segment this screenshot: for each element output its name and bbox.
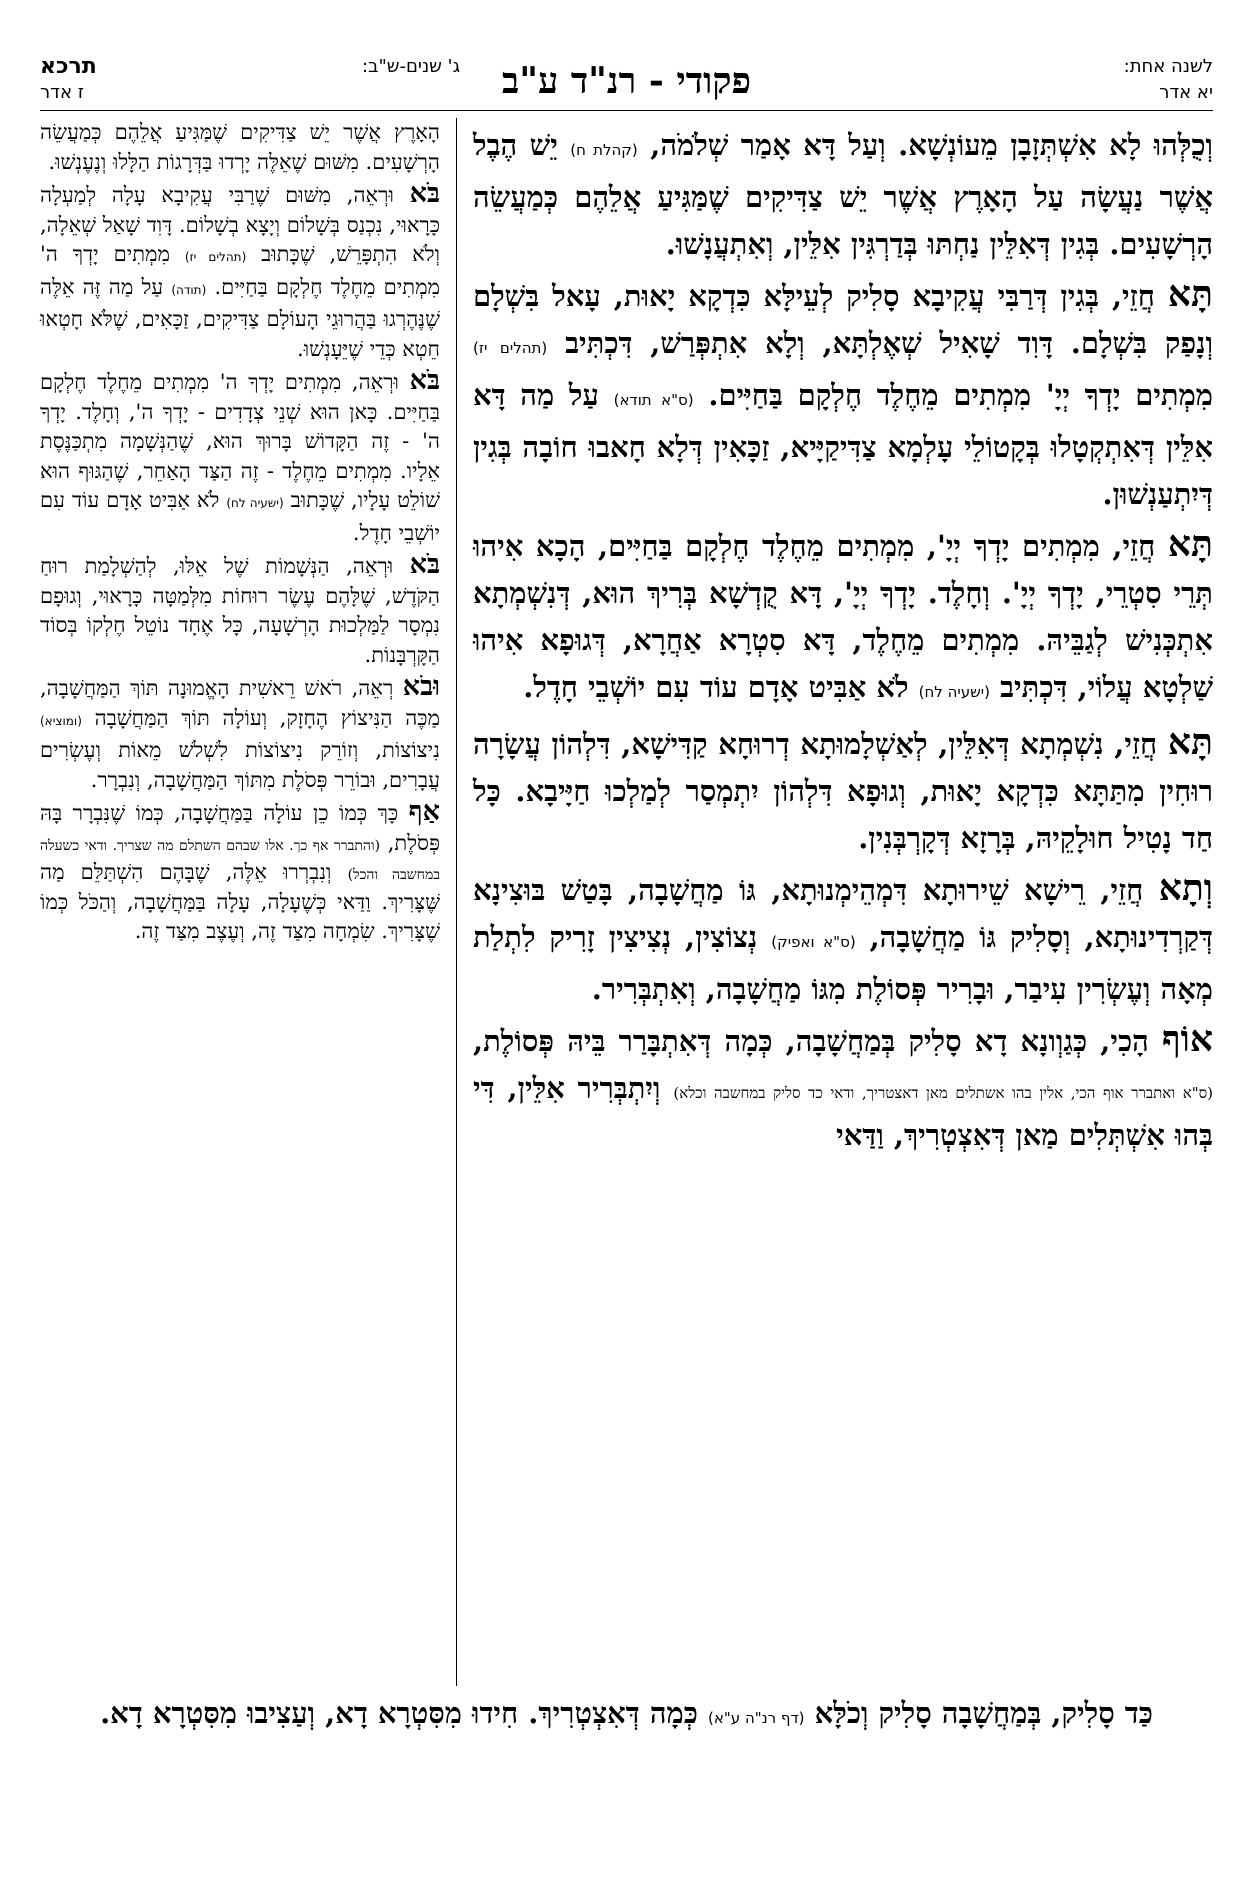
text: חֲזֵי, בְּגִין דְּרַבִּי עֲקִיבָא סָלִיק לְעֵילָּא כִּדְקָא יָאוּת, עָאל בִּשְׁלָם וְנָפַק בִּשְׁלָם. דָּוִד שָׁאִיל שְׁאֶלְתָּא, וְלָא אִתְפְּרַשׁ, דִּכְתִּיב — [473, 279, 1213, 360]
page-title: פקודי - רנ"ד ע"ב — [501, 60, 752, 102]
text: חֲזֵי, מִמְתִים יָדְךָ יְיָ', מִמְתִים מֵחֶלֶד חֶלְקָם בַּחַיִּים, הָכָא אִיהוּ תְּרֵי סִטְרֵי, יָדְךָ יְיָ'. וְחָלֶד. יָדְךָ יְיָ', דָּא קֻדְשָׁא בְּרִיךְ הוּא, דְּנִשְׁמְתָא אִתְכְּנִישׁ לְגַבֵּיהּ. מִמְתִים מֵחֶלֶד, דָּא סִטְרָא אַחֲרָא, דְּגוּפָא אִיהוּ שַׁלְטָא עֲלוֹי, דִּכְתִּיב — [473, 529, 1213, 704]
opening-word: תָּא — [1167, 273, 1213, 315]
opening-word: בֹּא — [409, 365, 440, 396]
paragraph — [473, 521, 1213, 716]
paragraph — [473, 271, 1213, 518]
text: עַל מַה זֶּה אֵלֶּה שֶׁנֶּהֶרְגוּ בַּהֲרוּגֵי הָעוֹלָם צַדִּיקִים, זַכָּאִים, שֶׁלֹּא חָטְאוּ חֵטְא כְּדֵי שֶׁיֵּעָנְשׁוּ. — [40, 274, 440, 361]
paragraph — [473, 719, 1213, 862]
text: וּרְאֵה, מִמְתִים יָדְךָ ה' מִמְתִים מֵחֶלֶד חֶלְקָם בַּחַיִּים. כָּאן הוּא שְׁנֵי צְדָדִים - יָדְךָ ה', וְחָלֶד. יָדְךָ ה' - זֶה הַקָּדוֹשׁ בָּרוּךְ הוּא, שֶׁהַנְּשָׁמָה מִתְכַּנֶּסֶת אֵלָיו. מִמְתִים מֵחֶלֶד - זֶה הַצַּד הָאַחֵר, שֶׁהַגּוּף הוּא שׁוֹלֵט עָלָיו, שֶׁכָּתוּב — [40, 370, 440, 512]
header-left — [40, 54, 460, 114]
text: חֲזֵי, נִשְׁמְתָא דְּאִלֵּין, לְאַשְׁלָמוּתָא דְרוּחָא קַדִּישָׁא, דִּלְהוֹן עֲשָׂרָה רוּחִין מִתַּתָּא כִּדְקָא יָאוּת, וְגוּפָא דִּלְהוֹן יִתְמְסַר לְמַלְכוּ חַיָּיבָא. כָּל חַד נָטִיל חוּלָקֵיהּ, בְּרָזָא דְּקָרְבְּנִין. — [473, 727, 1213, 855]
text: לֹא אַבִּיט אָדָם עוֹד עִם יוֹשְׁבֵי חָדֶל. — [523, 670, 909, 704]
variant-ref: (והתברר אף כך. אלו שבהם השתלם מה שצריך. ודאי כשעלה במחשבה והכל) — [40, 837, 440, 883]
text: הָכִי, כְּגַוְונָא דָא סָלִיק בְּמַחֲשָׁבָה, כְּמָה דְּאִתְבָּרַר בֵּיהּ פְּסוֹלֶת, — [473, 1024, 1149, 1058]
text: וְכֻלְּהוּ לָא אִשְׁתְּזָבָן מֵעוֹנְשָׁא. וְעַל דָּא אָמַר שְׁלֹמֹה, — [650, 128, 1213, 162]
text: כְּמָה דְּאִצְטְרִיךְ. חִידוּ מִסִּטְרָא דָא, וְעַצִיבוּ מִסִּטְרָא דָא. — [100, 1696, 698, 1730]
page-code: תרכא — [40, 54, 97, 79]
text: מִמְתִים יָדְךָ ה' מִמְתִים מֵחֶלֶד חֶלְקָם בַּחַיִּים. — [40, 242, 440, 299]
text: יֵשׁ הֶבֶל אֲשֶׁר נַעֲשָׂה עַל הָאָרֶץ אֲשֶׁר יֵשׁ צַדִּיקִים שֶׁמַּגִּיעַ אֲלֵהֶם כְּמַעֲשֵׂה הָרְשָׁעִים. בְּגִין דְּאִלֵּין נַחְתּוּ בְּדַרְגִּין אִלֵּין, וְאִתְעֲנָשׁוּ. — [473, 128, 1213, 261]
text: נְצוֹצִין, נְצִיצִין זָרִיק לִתְלַת מְאָה וְעֶשְׂרִין עִיבַר, וּבָרִיר פְּסוֹלֶת מִגּוֹ מַחֲשָׁבָה, וְאִתְבְּרִיר. — [473, 920, 1213, 1006]
column-divider — [456, 118, 457, 1686]
source-ref: (תהלים יז) — [184, 250, 247, 264]
main-column — [473, 122, 1213, 1692]
source-ref: (קהלת ח) — [570, 141, 638, 159]
variant-ref: (ס"א ואפיק) — [771, 933, 856, 951]
text: וְנִבְרְרוּ אֵלֶּה, שֶׁבָּהֶם הִשְׁתַּלֵּם מַה שֶּׁצָּרִיךְ. וַדַּאי כְּשֶׁעָלָה, עָלָה בַּמַּחֲשָׁבָה, וְהַכֹּל כְּמוֹ שֶׁצָּרִיךְ. שִׂמְחָה מִצַּד זֶה, וְעֶצֶב מִצַּד זֶה. — [40, 860, 440, 943]
text: חֲזֵי, רֵישָׁא שֵׁירוּתָא דִּמְהֵימְנוּתָא, גּוֹ מַחֲשָׁבָה, בָּטַשׁ בּוּצִינָא דְּקַרְדִינוּתָא, וְסָלִיק גּוֹ מַחֲשָׁבָה, — [473, 873, 1213, 954]
text: רְאֵה, רֹאשׁ רֵאשִׁית הָאֱמוּנָה תּוֹךְ הַמַּחֲשָׁבָה, מַכֶּה הַנִּיצוֹץ הֶחָזָק, וְעוֹלָה תּוֹךְ הַמַּחֲשָׁבָה — [40, 676, 440, 730]
variant-ref: (ומוציא) — [40, 713, 82, 728]
header-right-line2: יא אדר — [1159, 82, 1213, 103]
opening-word: וּבֹא — [402, 671, 440, 702]
paragraph — [40, 550, 440, 670]
source-ref: (תהלים יז) — [473, 339, 548, 357]
text: מִמְתִים יָדְךָ יְיָ' מִמְתִים מֵחֶלֶד חֶלְקָם בַּחַיִּים. — [708, 378, 1213, 412]
opening-word: תָּא — [1167, 523, 1213, 565]
opening-word: בֹּא — [409, 549, 440, 580]
opening-word: בֹּא — [409, 178, 440, 209]
text: עַל מַה דָּא אִלֵּין דְּאִתְקְטָלוּ בְּקָטוֹלֵי עָלְמָא צַדִּיקַיָּיא, זַכָּאִין דְּלָא חָאבוּ חוֹבָה בְּגִין דְּיִתְעַנְשׁוּן. — [473, 378, 1213, 511]
text: לֹא אַבִּיט אָדָם עוֹד עִם יוֹשְׁבֵי חָדֶל. — [40, 488, 440, 545]
text: וּרְאֵה, הַנְּשָׁמוֹת שֶׁל אֵלּוּ, לְהַשְׁלָמַת רוּחַ הַקֹּדֶשׁ, שֶׁלָּהֶם עֶשֶׂר רוּחוֹת מִלְּמַטָּה כָּרָאוּי, וְגוּפָם נִמְסָר לַמַּלְכוּת הָרְשָׁעָה, כָּל אֶחָד נוֹטֵל חֶלְקוֹ בְּסוֹד הַקָּרְבָּנוֹת. — [40, 554, 440, 667]
text: הָאָרֶץ אֲשֶׁר יֵשׁ צַדִּיקִים שֶׁמַּגִּיעַ אֲלֵהֶם כְּמַעֲשֵׂה הָרְשָׁעִים. מִשּׁוּם שֶׁאֵלֶּה יָרְדוּ בַּדְּרָגוֹת הַלָּלוּ וְנֶעֶנְשׁוּ. — [40, 120, 440, 174]
variant-ref: (ס"א ואתברר אוף הכי, אלין בהו אשתלים מאן דאצטריך, ודאי כד סליק במחשבה וכלא) — [673, 1084, 1213, 1102]
text: נִיצוֹצוֹת, וְזוֹרֵק נִיצוֹצוֹת לִשְׁלֹשׁ מֵאוֹת וְעֶשְׂרִים עֲבָרִים, וּבוֹרֵר פְּסֹלֶת מִתּוֹךְ הַמַּחֲשָׁבָה, וְנִבְרָר. — [40, 738, 440, 792]
text: כָּךְ כְּמוֹ כֵן עוֹלָה בַּמַּחֲשָׁבָה, כְּמוֹ שֶׁנִּבְרָר בָּהּ פְּסֹלֶת, — [40, 801, 441, 855]
opening-word: אוֹף — [1162, 1018, 1213, 1060]
text: וּרְאֵה, מִשּׁוּם שֶׁרַבִּי עֲקִיבָא עָלָה לְמַעְלָה כָּרָאוּי, נִכְנַס בְּשָׁלוֹם וְיָצָא בְשָׁלוֹם. דָּוִד שָׁאַל שְׁאֵלָה, וְלֹא הִתְפָּרֵשׁ, שֶׁכָּתוּב — [40, 183, 440, 266]
variant-ref: (תודה) — [171, 282, 207, 297]
closing-text — [40, 1690, 1213, 1742]
variant-ref: (ס"א תודא) — [613, 391, 694, 409]
page-ref: (דף רנ"ה ע"א) — [708, 1709, 805, 1727]
translation-column — [40, 118, 440, 1688]
source-ref: (ישעיה לח) — [918, 683, 990, 701]
header-left-line2: ז אדר — [40, 82, 84, 103]
paragraph — [40, 118, 440, 177]
opening-word: וְתָא — [1158, 867, 1213, 909]
opening-word: אַף — [408, 796, 440, 827]
header-left-line1: ג' שנים-ש"ב: — [361, 56, 460, 77]
paragraph — [40, 672, 440, 795]
header-rule — [40, 110, 1213, 111]
paragraph — [40, 797, 440, 947]
text: כַּד סָלִיק, בְּמַחֲשָׁבָה סָלִיק וְכֹלָּא — [814, 1696, 1153, 1730]
paragraph — [473, 865, 1213, 1013]
header-right-line1: לשנה אחת: — [1123, 56, 1213, 77]
opening-word: תָּא — [1167, 721, 1213, 763]
paragraph — [473, 122, 1213, 268]
paragraph — [473, 1016, 1213, 1159]
source-ref: (ישעיה לח) — [226, 496, 284, 510]
paragraph — [40, 366, 440, 548]
text: וְיִתְבְּרִיר אִלֵּין, דִּי בְּהוּ אִשְׁתְּלִים מַאן דְּאִצְטְרִיךְ, וַדַּאי — [473, 1071, 1213, 1152]
paragraph — [40, 179, 440, 364]
